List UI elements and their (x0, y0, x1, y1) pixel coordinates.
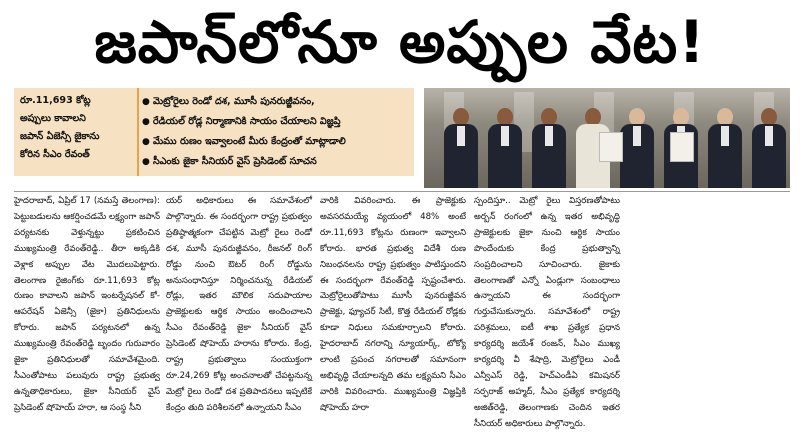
strap-points (141, 92, 413, 172)
person-icon (530, 108, 568, 188)
strap-point: ● మేము రుణం ఇవ్వాలంటే మీరు కేంద్రంతో మాట్లాడాలి (141, 132, 413, 152)
document-icon (599, 132, 623, 162)
strap-summary-line: రూ.11,693 కోట్ల (20, 95, 91, 106)
strap-box (14, 88, 414, 176)
strap-point: ● మెట్రోరైలు రెండో దశ, మూసీ పునరుజ్జీవనం, (141, 92, 413, 112)
strap-summary (14, 88, 139, 176)
article-text: స్పందిస్తూ.. మెట్రో రైలు విస్తరణతోపాటు అర్బన్ రంగంలో ఉన్న ఇతర అభివృద్ధి ప్రాజెక్టులకు జైకా నుంచి ఆర్థిక సాయం పొందేందుకు కేంద్ర ప్రభుత్వాన్ని సంప్రదించాలని సూచించారు. జైకాకు తెలంగాణతో ఎన్నో ఏండ్లుగా సంబంధాలు ఉన్నాయని ఈ సందర్భంగా గుర్తుచేసుకున్నారు. సమావేశంలో రాష్ట్ర పరిశ్రమలు, ఐటీ శాఖ ప్రత్యేక ప్రధాన కార్యదర్శి జయేశ్ రంజన్, సీఎం ముఖ్య కార్యదర్శి వీ శేషాద్రి, మెట్రోరైలు ఎండీ ఎన్వీఎస్ రెడ్డి, హెచ్ఎండీఏ కమిషనర్ సర్ఫరాజ్ అహ్మద్, సీఎం ప్రత్యేక కార్యదర్శి అజిత్‌రెడ్డి, తెలంగాణకు చెందిన ఇతర సీనియర్ అధికారులు పాల్గొన్నారు. (474, 196, 620, 429)
article-text: హైదరాబాద్, ఏప్రిల్ 17 (నమస్తే తెలంగాణ): పెట్టుబడులను ఆకర్షించడమే లక్ష్యంగా జపాన్ పర్యటనకు వెళ్తున్నట్టు ప్రకటించిన ముఖ్యమంత్రి రేవంత్‌రెడ్డి.. తీరా అక్కడికి వెళ్లాక అప్పుల వేట మొదలుపెట్టారు. తెలంగాణ రైజింగ్‌కు రూ.11,693 కోట్ల రుణం కావాలని జపాన్ ఇంటర్నేషనల్ కో-ఆపరేషన్ ఏజెన్సీ (జైకా) ప్రతినిధులను కోరారు. జపాన్ పర్యటనలో ఉన్న ముఖ్యమంత్రి రేవంత్‌రెడ్డి బృందం గురువారం జైకా ప్రతినిధులతో సమావేశమైంది. సీఎంతోపాటు పలువురు రాష్ట్ర ప్రభుత్వ ఉన్నతాధికారులు, జైకా సీనియర్ వైస్ ప్రెసిడెంట్ షోహెయ్ హరా, ఆ సంస్థ సీని (14, 196, 160, 413)
document-icon (670, 132, 694, 162)
meeting-photo-icon (424, 88, 790, 188)
person-icon (750, 108, 788, 188)
strap-point: ● రేడియల్ రోడ్ల నిర్మాణానికి సాయం చేయాలని విజ్ఞప్తి (141, 112, 413, 132)
person-icon (618, 108, 656, 188)
article-column (474, 194, 620, 429)
headline: జపాన్‌లోనూ అప్పుల వేట! (94, 8, 706, 76)
strap-summary-line: జపాన్ ఏజెన్సీ జైకాను (20, 131, 100, 142)
article-text: యర్ అధికారులు ఈ సమావేశంలో పాల్గొన్నారు. ఈ సందర్భంగా రాష్ట్ర ప్రభుత్వం ప్రతిష్ఠాత్మకంగా చేపట్టిన మెట్రో రైలు రెండో దశ, మూసీ పునరుజ్జీవనం, రీజనల్ రింగ్ రోడ్డు నుంచి ఔటర్ రింగ్ రోడ్డును అనుసంధానిస్తూ నిర్మించనున్న రేడియల్ రోడ్లు, ఇతర మౌలిక సదుపాయాల ప్రాజెక్టులకు ఆర్థిక సాయం అందించాలని సీఎం రేవంత్‌రెడ్డి జైకా సీనియర్ వైస్ ప్రెసిడెంట్ షోహెయ్ హరాను కోరారు. కేంద్ర, రాష్ట్ర ప్రభుత్వాలు సంయుక్తంగా రూ.24,269 కోట్ల అంచనాలతో చేపట్టనున్న మెట్రో రైలు రెండో దశ ప్రతిపాదనలు ఇప్పటికే కేంద్రం తుది పరిశీలనలో ఉన్నాయని సీఎం (166, 196, 312, 413)
article-text: వారికి వివరించారు. ఈ ప్రాజెక్టుకు అవసరమయ్యే వ్యయంలో 48% అంటే రూ.11,693 కోట్లను రుణంగా ఇవ్వాలని కోరారు. భారత ప్రభుత్వ విదేశీ రుణ నిబంధనలను రాష్ట్ర ప్రభుత్వం పాటిస్తుందని ఈ సందర్భంగా రేవంత్‌రెడ్డి స్పష్టంచేశారు. మెట్రోరైలుతోపాటు మూసీ పునరుజ్జీవన ప్రాజెక్టు, ఫ్యూచర్ సిటీ, కొత్త రేడియల్ రోడ్లకు కూడా నిధులు సమకూర్చాలని కోరారు. హైదరాబాద్ నగరాన్ని న్యూయార్క్, టోక్యో లాంటి ప్రపంచ నగరాలతో సమానంగా అభివృద్ధి చేయాలన్నది తమ లక్ష్యమని సీఎం వారికి వివరించారు. ముఖ్యమంత్రి విజ్ఞప్తికి షోహెయ్ హరా (320, 196, 466, 413)
person-icon (706, 108, 744, 188)
article-column (166, 194, 312, 420)
person-icon (486, 108, 524, 188)
strap-summary-line: కోరిన సీఎం రేవంత్ (20, 149, 90, 160)
person-icon (442, 108, 480, 188)
article-column (320, 194, 466, 420)
strap-point: ● సీఎంకు జైకా సీనియర్ వైస్ ప్రెసిడెంట్ సూచన (141, 152, 413, 172)
divider (14, 191, 790, 192)
article-column (14, 194, 160, 420)
strap-summary-line: అప్పులు కావాలని (20, 113, 86, 124)
